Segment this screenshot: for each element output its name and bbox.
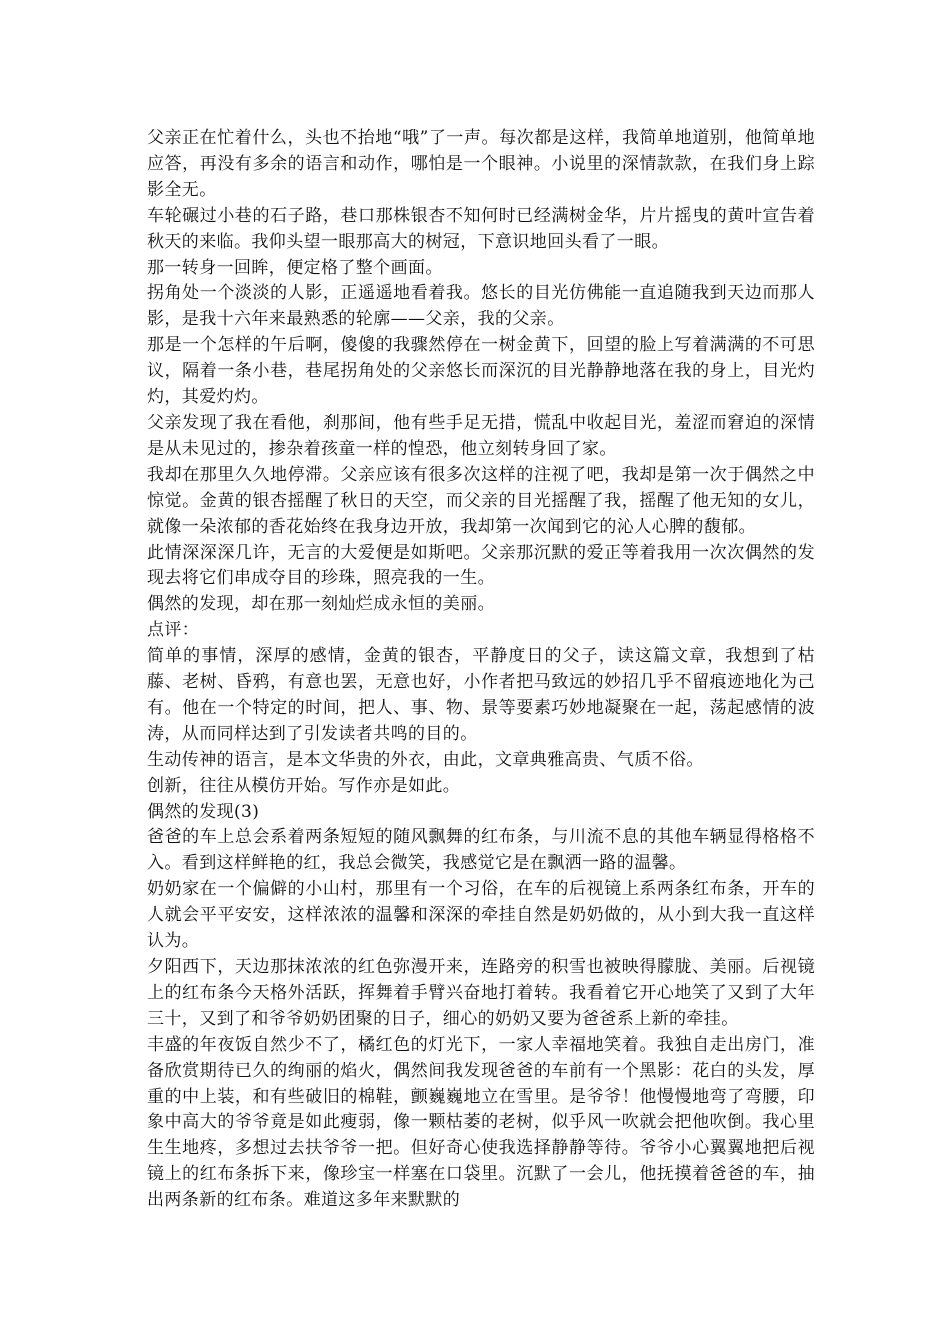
paragraph: 我却在那里久久地停滞。父亲应该有很多次这样的注视了吧，我却是第一次于偶然之中惊觉。金黄的银杏摇醒了秋日的天空，而父亲的目光摇醒了我，摇醒了他无知的女儿，就像一朵浓郁的香花始终在我身边开放，我却第一次闻到它的沁人心脾的馥郁。: [147, 464, 815, 537]
paragraph: 奶奶家在一个偏僻的小山村，那里有一个习俗，在车的后视镜上系两条红布条，开车的人就会平平安安，这样浓浓的温馨和深深的牵挂自然是奶奶做的，从小到大我一直这样认为。: [147, 879, 815, 952]
paragraph: 父亲发现了我在看他，刹那间，他有些手足无措，慌乱中收起目光，羞涩而窘迫的深情是从未见过的，掺杂着孩童一样的惶恐，他立刻转身回了家。: [147, 412, 815, 459]
paragraph: 此情深深深几许，无言的大爱便是如斯吧。父亲那沉默的爱正等着我用一次次偶然的发现去将它们串成夺目的珍珠，照亮我的一生。: [147, 542, 815, 589]
paragraph: 车轮碾过小巷的石子路，巷口那株银杏不知何时已经满树金华，片片摇曳的黄叶宣告着秋天的来临。我仰头望一眼那高大的树冠，下意识地回头看了一眼。: [147, 205, 815, 252]
paragraph: 简单的事情，深厚的感情，金黄的银杏，平静度日的父子，读这篇文章，我想到了枯藤、老树、昏鸦，有意也罢，无意也好，小作者把马致远的妙招几乎不留痕迹地化为己有。他在一个特定的时间，把人、事、物、景等要素巧妙地凝聚在一起，荡起感情的波涛，从而同样达到了引发读者共鸣的目的。: [147, 646, 815, 744]
document-body: [147, 126, 815, 1214]
paragraph: 生动传神的语言，是本文华贵的外衣，由此，文章典雅高贵、气质不俗。: [147, 749, 704, 770]
paragraph: 拐角处一个淡淡的人影，正遥遥地看着我。悠长的目光仿佛能一直追随我到天边而那人影，是我十六年来最熟悉的轮廓——父亲，我的父亲。: [147, 283, 815, 330]
paragraph: 父亲正在忙着什么，头也不抬地“哦”了一声。每次都是这样，我简单地道别，他简单地应答，再没有多余的语言和动作，哪怕是一个眼神。小说里的深情款款，在我们身上踪影全无。: [147, 128, 815, 200]
paragraph: 偶然的发现，却在那一刻灿烂成永恒的美丽。: [147, 594, 495, 615]
paragraph: 爸爸的车上总会系着两条短短的随风飘舞的红布条，与川流不息的其他车辆显得格格不入。看到这样鲜艳的红，我总会微笑，我感觉它是在飘洒一路的温馨。: [147, 827, 815, 874]
paragraph: 丰盛的年夜饭自然少不了，橘红色的灯光下，一家人幸福地笑着。我独自走出房门，准备欣赏期待已久的绚丽的焰火，偶然间我发现爸爸的车前有一个黑影：花白的头发，厚重的中上装，和有些破旧的棉鞋，颤巍巍地立在雪里。是爷爷！他慢慢地弯了弯腰，印象中高大的爷爷竟是如此瘦弱，像一颗枯萎的老树，似乎风一吹就会把他吹倒。我心里生生地疼，多想过去扶爷爷一把。但好奇心使我选择静静等待。爷爷小心翼翼地把后视镜上的红布条拆下来，像珍宝一样塞在口袋里。沉默了一会儿，他抚摸着爸爸的车，抽出两条新的红布条。难道这多年来默默的: [147, 1034, 815, 1211]
paragraph: 夕阳西下，天边那抹浓浓的红色弥漫开来，连路旁的积雪也被映得朦胧、美丽。后视镜上的红布条今天格外活跃，挥舞着手臂兴奋地打着转。我看着它开心地笑了又到了大年三十，又到了和爷爷奶奶团聚的日子，细心的奶奶又要为爸爸系上新的牵挂。: [147, 957, 815, 1029]
paragraph: 创新，往往从模仿开始。写作亦是如此。: [147, 775, 461, 796]
paragraph: 那是一个怎样的午后啊，傻傻的我骤然停在一树金黄下，回望的脸上写着满满的不可思议，隔着一条小巷，巷尾拐角处的父亲悠长而深沉的目光静静地落在我的身上，目光灼灼，其爱灼灼。: [147, 335, 815, 408]
comment-heading: 点评：: [147, 620, 200, 641]
paragraph: 那一转身一回眸，便定格了整个画面。: [147, 257, 443, 278]
section-title: 偶然的发现(3): [147, 801, 260, 822]
